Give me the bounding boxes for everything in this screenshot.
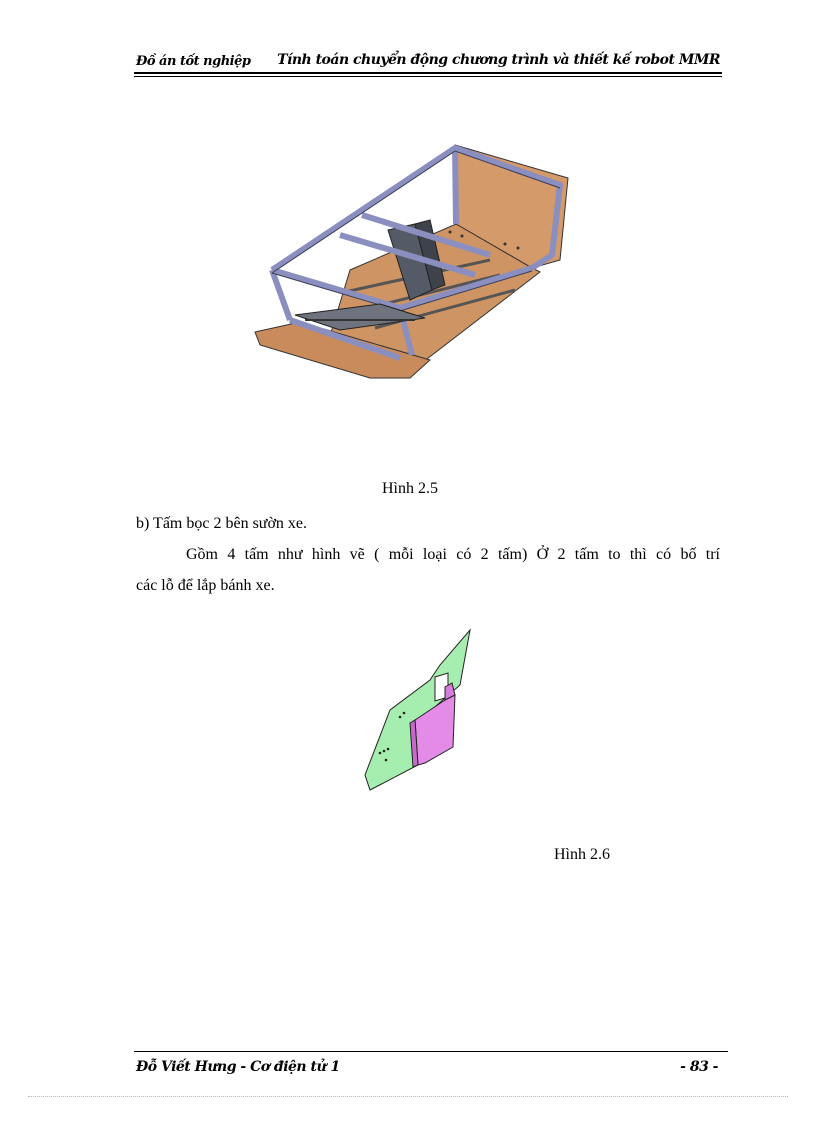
figure-caption-2-6: Hình 2.6 xyxy=(554,846,610,863)
side-plates-figure xyxy=(360,625,480,795)
header-rule-thin xyxy=(134,76,722,77)
page-bottom-dots xyxy=(28,1096,788,1097)
page-header-right: Tính toán chuyển động chương trình và thiết kế robot MMR xyxy=(277,52,720,68)
paragraph-line-2: các lỗ để lắp bánh xe. xyxy=(136,577,275,594)
chassis-frame-figure xyxy=(250,140,580,385)
footer-rule xyxy=(134,1051,728,1052)
page-number: - 83 - xyxy=(680,1059,718,1075)
page-footer-author: Đỗ Viết Hưng - Cơ điện tử 1 xyxy=(136,1059,340,1075)
figure-caption-2-5: Hình 2.5 xyxy=(382,480,438,497)
header-rule-thick xyxy=(134,72,722,74)
page-header-left: Đồ án tốt nghiệp xyxy=(136,54,251,69)
subheading: b) Tấm bọc 2 bên sườn xe. xyxy=(136,515,308,532)
paragraph-line-1: Gồm 4 tấm như hình vẽ ( mỗi loại có 2 tấm) Ở 2 tấm to thì có bố trí xyxy=(186,546,720,563)
